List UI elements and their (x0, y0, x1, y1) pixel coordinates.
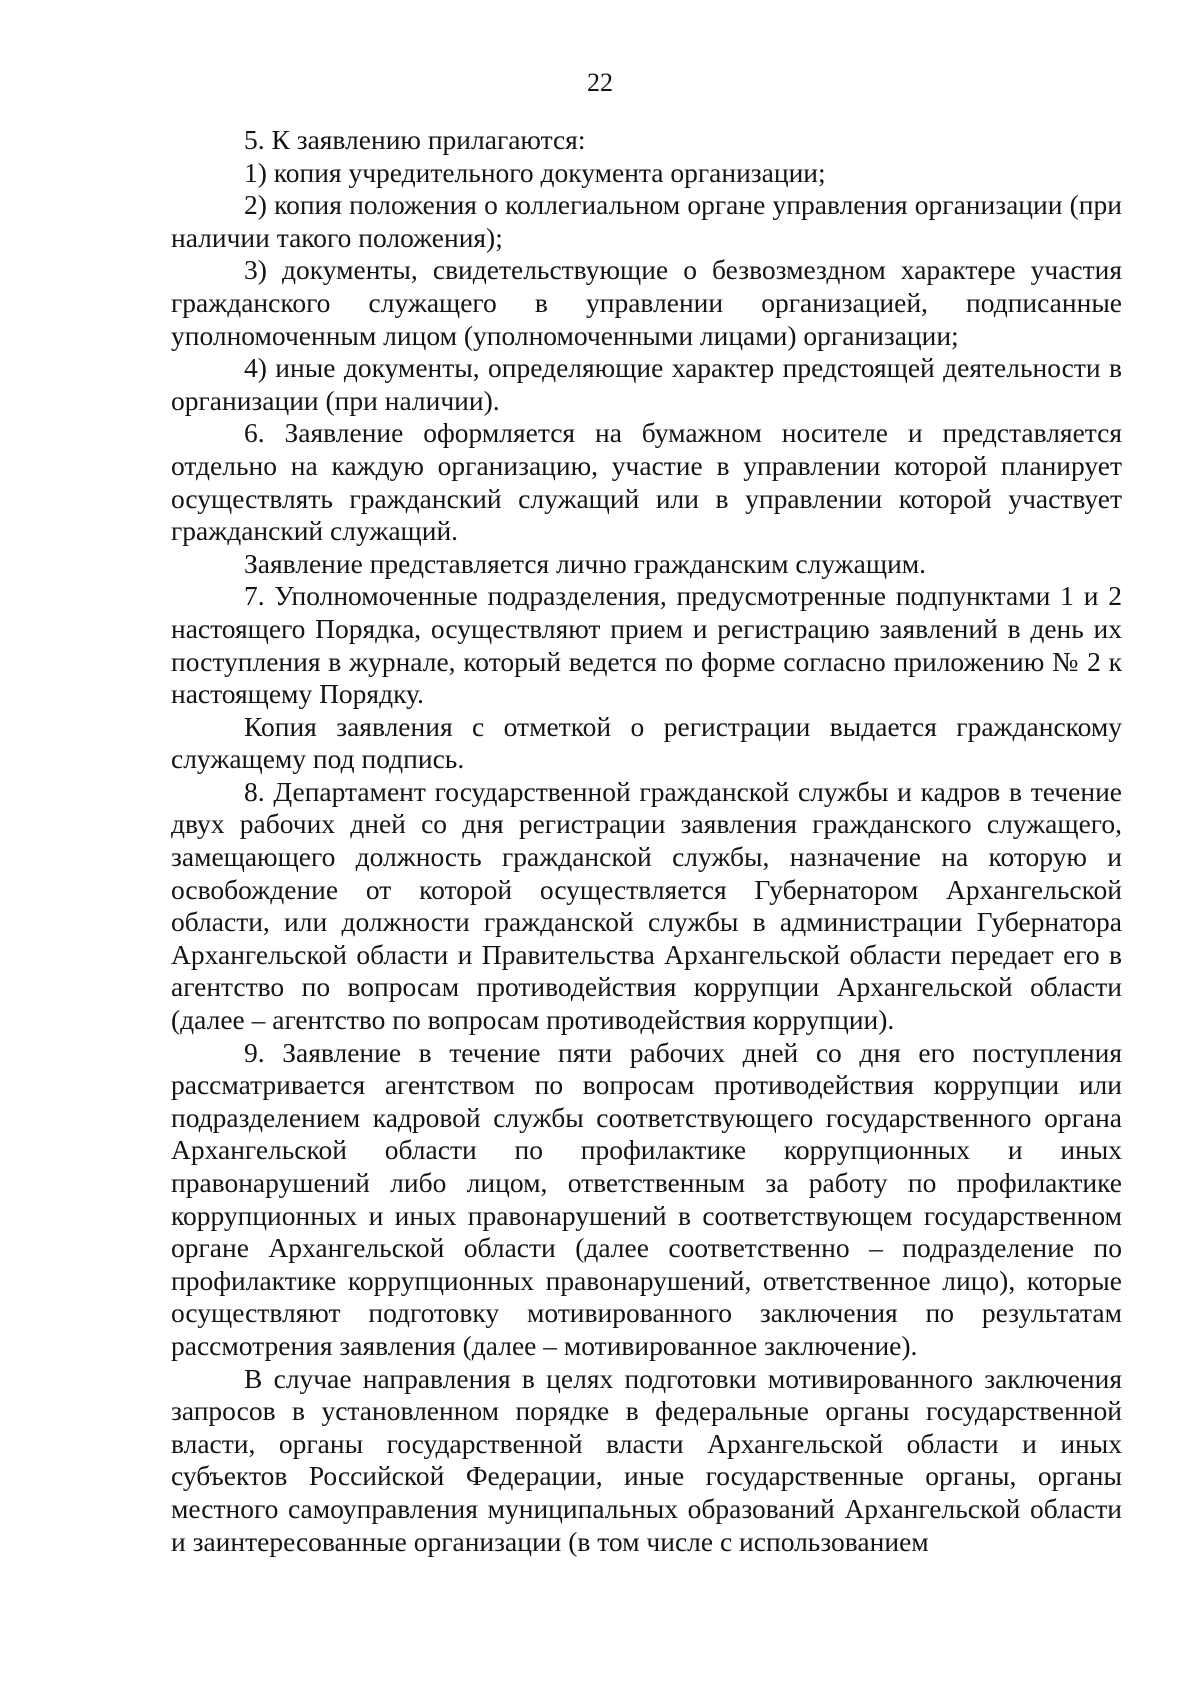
paragraph-item-8: 8. Департамент государственной гражданской службы и кадров в течение двух рабочих дней со дня регистрации заявления гражданского служащего, замещающего должность гражданской службы, назначение на которую и освобождение от которой осуществляется Губернатором Архангельской области, или должности гражданской службы в администрации Губернатора Архангельской области и Правительства Архангельской области передает его в агентство по вопросам противодействия коррупции Архангельской области (далее – агентство по вопросам противодействия коррупции). (171, 775, 1122, 1036)
paragraph-item-5: 5. К заявлению прилагаются: (244, 124, 586, 155)
paragraph-item-5-1: 1) копия учредительного документа организации; (244, 156, 826, 188)
paragraph-item-5-3: 3) документы, свидетельствующие о безвозмездном характере участия гражданского служащего в управлении организацией, подписанные уполномоченным лицом (уполномоченными лицами) организации; (171, 254, 1122, 351)
document-body (171, 124, 1122, 1558)
paragraph-item-5-2: 2) копия положения о коллегиальном органе управления организации (при наличии такого положения); (171, 189, 1122, 253)
paragraph-item-6-note: Заявление представляется лично гражданским служащим. (244, 547, 927, 579)
paragraph-item-9: 9. Заявление в течение пяти рабочих дней со дня его поступления рассматривается агентством по вопросам противодействия коррупции или подразделением кадровой службы соответствующего государственного органа Архангельской области по профилактике коррупционных и иных правонарушений либо лицом, ответственным за работу по профилактике коррупционных и иных правонарушений в соответствующем государственном органе Архангельской области (далее соответственно – подразделение по профилактике коррупционных правонарушений, ответственное лицо), которые осуществляют подготовку мотивированного заключения по результатам рассмотрения заявления (далее – мотивированное заключение). (171, 1036, 1122, 1361)
paragraph-item-6: 6. Заявление оформляется на бумажном носителе и представляется отдельно на каждую организацию, участие в управлении которой планирует осуществлять гражданский служащий или в управлении которой участвует гражданский служащий. (171, 417, 1122, 547)
paragraph-item-9-continued: В случае направления в целях подготовки мотивированного заключения запросов в установленном порядке в федеральные органы государственной власти, органы государственной власти Архангельской области и иных субъектов Российской Федерации, иные государственные органы, органы местного самоуправления муниципальных образований Архангельской области и заинтересованные организации (в том числе с использованием (171, 1362, 1122, 1557)
paragraph-item-7: 7. Уполномоченные подразделения, предусмотренные подпунктами 1 и 2 настоящего Порядка, осуществляют прием и регистрацию заявлений в день их поступления в журнале, который ведется по форме согласно приложению № 2 к настоящему Порядку. (171, 580, 1122, 710)
paragraph-item-7-note: Копия заявления с отметкой о регистрации выдается гражданскому служащему под подпись. (171, 710, 1122, 775)
paragraph-item-5-4: 4) иные документы, определяющие характер предстоящей деятельности в организации (при наличии). (171, 352, 1122, 416)
page-number: 22 (587, 68, 613, 97)
